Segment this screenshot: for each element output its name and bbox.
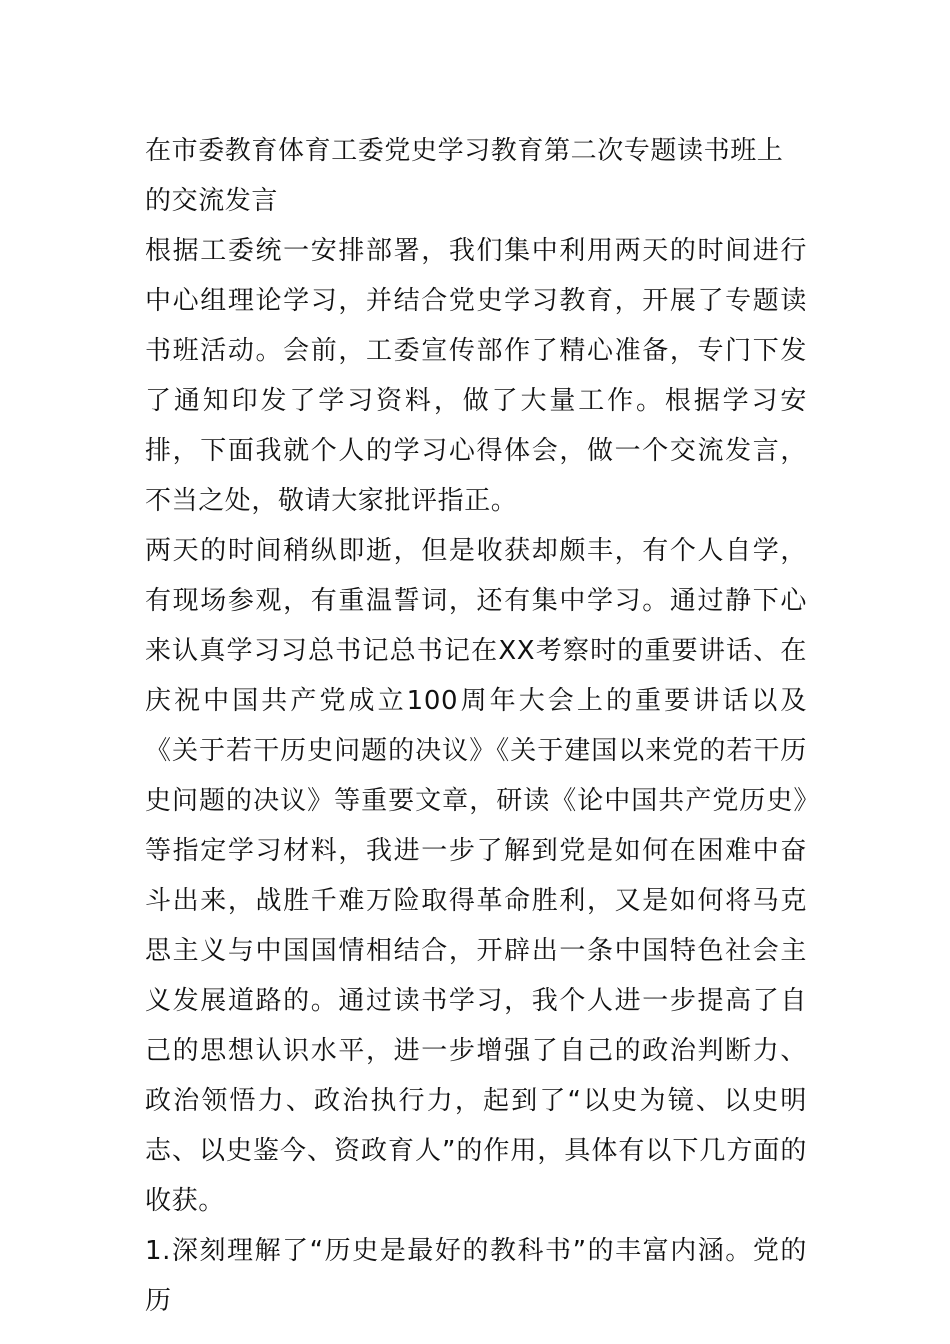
paragraph-intro: 根据工委统一安排部署，我们集中利用两天的时间进行中心组理论学习，并结合党史学习教育，开展了专题读书班活动。会前，工委宣传部作了精心准备，专门下发了通知印发了学习资料，做了大量工作。根据学习安排，下面我就个人的学习心得体会，做一个交流发言，不当之处，敬请大家批评指正。 <box>145 236 807 516</box>
paragraph-point-one: 1.深刻理解了“历史是最好的教科书”的丰富内涵。党的历 <box>145 1236 807 1316</box>
document-title: 在市委教育体育工委党史学习教育第二次专题读书班上的交流发言 <box>145 136 784 216</box>
document-body <box>145 126 807 1326</box>
paragraph-study-summary: 两天的时间稍纵即逝，但是收获却颇丰，有个人自学，有现场参观，有重温誓词，还有集中学习。通过静下心来认真学习习总书记总书记在XX考察时的重要讲话、在庆祝中国共产党成立100周年大会上的重要讲话以及《关于若干历史问题的决议》《关于建国以来党的若干历史问题的决议》等重要文章，研读《论中国共产党历史》等指定学习材料，我进一步了解到党是如何在困难中奋斗出来，战胜千难万险取得革命胜利，又是如何将马克思主义与中国国情相结合，开辟出一条中国特色社会主义发展道路的。通过读书学习，我个人进一步提高了自己的思想认识水平，进一步增强了自己的政治判断力、政治领悟力、政治执行力，起到了“以史为镜、以史明志、以史鉴今、资政育人”的作用，具体有以下几方面的收获。 <box>145 536 807 1216</box>
